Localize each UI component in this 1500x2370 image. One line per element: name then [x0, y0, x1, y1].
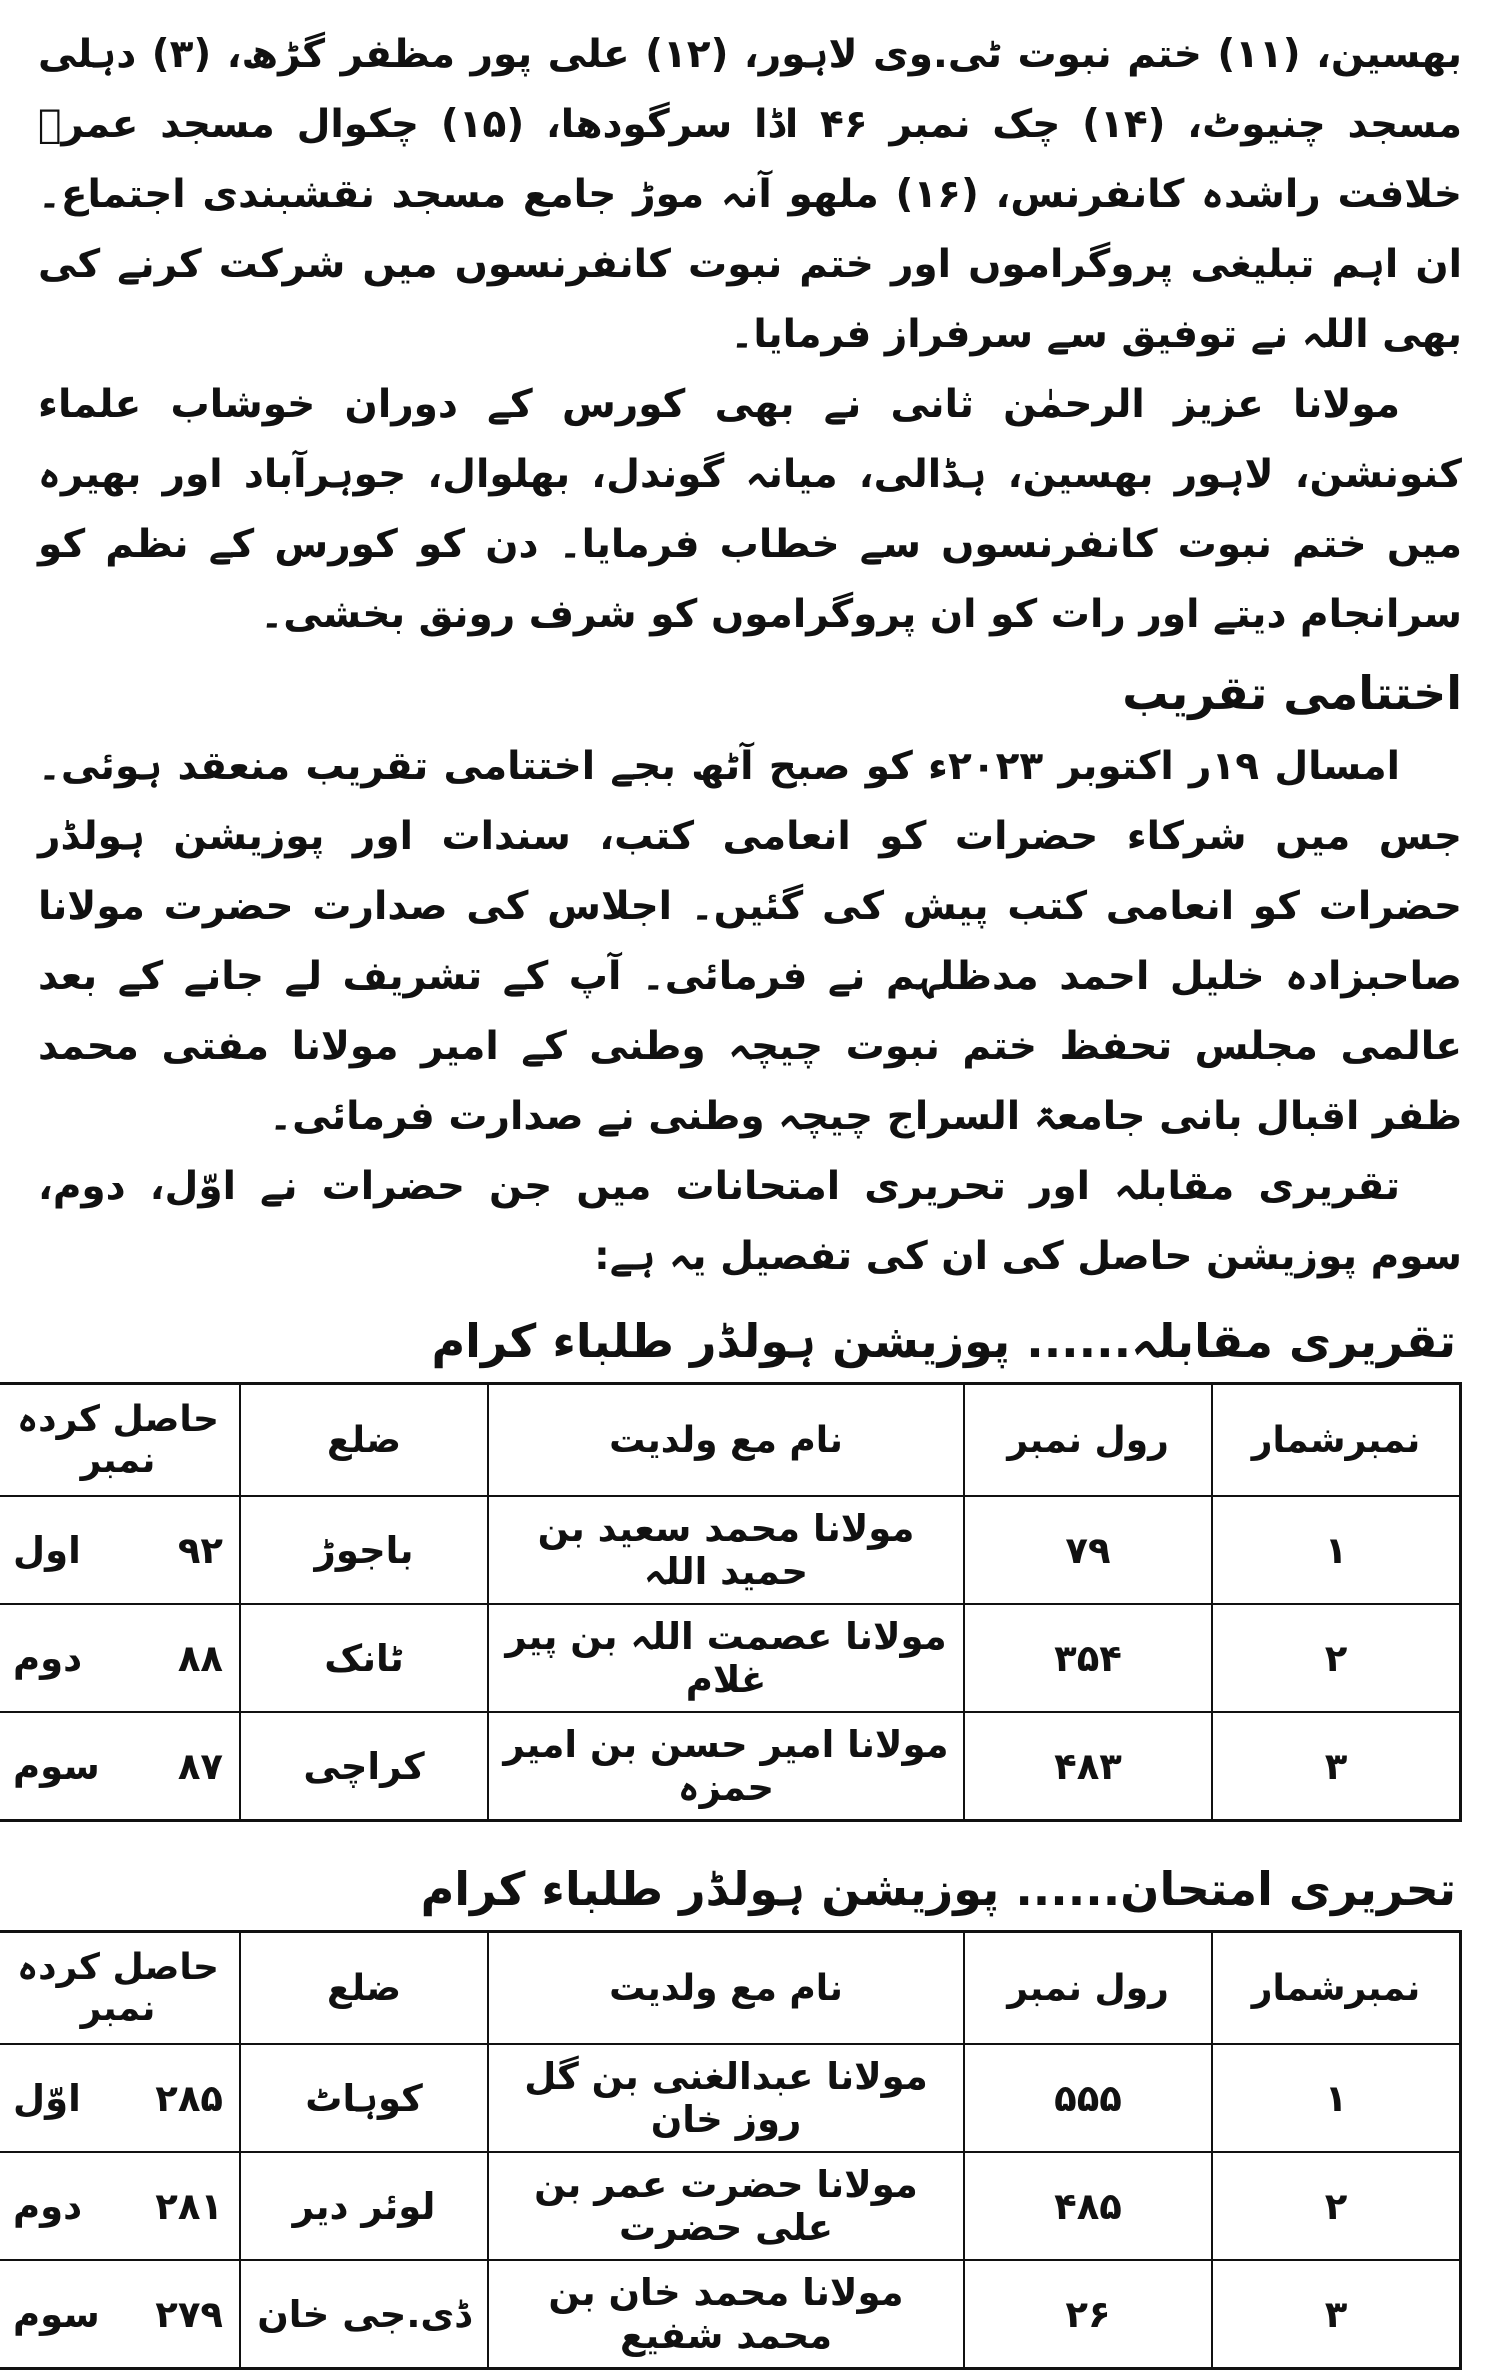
header-marks: حاصل کردہ نمبر: [0, 1384, 240, 1497]
paragraph-programs: بھسین، (۱۱) ختم نبوت ٹی.وی لاہور، (۱۲) علی پور مظفر گڑھ، (۳) دہلی مسجد چنیوٹ، (۱۴) چک نمبر ۴۶ اڈا سرگودھا، (۱۵) چکوال مسجد عمرؓ خلافت راشدہ کانفرنس، (۱۶) ملھو آنہ موڑ جامع مسجد نقشبندی اجتماع۔ ان اہم تبلیغی پروگراموں اور ختم نبوت کانفرنسوں میں شرکت کرنے کی بھی اللہ نے توفیق سے سرفراز فرمایا۔: [38, 32, 1462, 357]
cell-marks: [0, 2260, 240, 2369]
cell-district: ڈی.جی خان: [240, 2260, 488, 2369]
table1-title: تقریری مقابلہ...... پوزیشن ہولڈر طلباء کرام: [431, 1314, 1456, 1368]
table-row: [0, 2260, 1461, 2369]
cell-sno: ۱: [1212, 2044, 1461, 2152]
table-row: [0, 2152, 1461, 2260]
cell-district: باجوڑ: [240, 1496, 488, 1604]
table-header-row: [0, 1932, 1461, 2045]
cell-name: مولانا محمد سعید بن حمید اللہ: [488, 1496, 964, 1604]
cell-roll: ۲۶: [964, 2260, 1212, 2369]
table-header-row: [0, 1384, 1461, 1497]
marks-value: ۲۷۹: [155, 2292, 223, 2336]
table-row: [0, 1604, 1461, 1712]
section-heading: اختتامی تقریب: [1122, 666, 1462, 720]
header-sno: نمبرشمار: [1212, 1932, 1461, 2045]
speech-competition-table: [0, 1382, 1462, 1822]
cell-sno: ۲: [1212, 2152, 1461, 2260]
header-marks: حاصل کردہ نمبر: [0, 1932, 240, 2045]
position-label: سوم: [13, 1744, 100, 1788]
cell-district: ٹانک: [240, 1604, 488, 1712]
cell-sno: ۲: [1212, 1604, 1461, 1712]
written-exam-table: [0, 1930, 1462, 2370]
cell-name: مولانا محمد خان بن محمد شفیع: [488, 2260, 964, 2369]
header-roll: رول نمبر: [964, 1384, 1212, 1497]
header-district: ضلع: [240, 1384, 488, 1497]
cell-sno: ۳: [1212, 2260, 1461, 2369]
paragraph-ceremony: امسال ۱۹ر اکتوبر ۲۰۲۳ء کو صبح آٹھ بجے اختتامی تقریب منعقد ہوئی۔ جس میں شرکاء حضرات کو انعامی کتب، سندات اور پوزیشن ہولڈر حضرات کو انعامی کتب پیش کی گئیں۔ اجلاس کی صدارت حضرت مولانا صاحبزادہ خلیل احمد مدظلہم نے فرمائی۔ آپ کے تشریف لے جانے کے بعد عالمی مجلس تحفظ ختم نبوت چیچہ وطنی کے امیر مولانا مفتی محمد ظفر اقبال بانی جامعۃ السراج چیچہ وطنی نے صدارت فرمائی۔: [38, 744, 1462, 1139]
position-label: اول: [13, 1528, 81, 1572]
table-row: [0, 1496, 1461, 1604]
marks-value: ۹۲: [177, 1528, 223, 1572]
cell-roll: ۳۵۴: [964, 1604, 1212, 1712]
header-roll: رول نمبر: [964, 1932, 1212, 2045]
table2-title: تحریری امتحان...... پوزیشن ہولڈر طلباء کرام: [420, 1862, 1456, 1916]
cell-name: مولانا حضرت عمر بن علی حضرت: [488, 2152, 964, 2260]
position-label: اوّل: [13, 2076, 81, 2120]
table-row: [0, 2044, 1461, 2152]
cell-district: کوہاٹ: [240, 2044, 488, 2152]
marks-value: ۲۸۵: [155, 2076, 223, 2120]
cell-roll: ۷۹: [964, 1496, 1212, 1604]
header-sno: نمبرشمار: [1212, 1384, 1461, 1497]
cell-sno: ۱: [1212, 1496, 1461, 1604]
position-label: دوم: [13, 1636, 83, 1680]
cell-name: مولانا عبدالغنی بن گل روز خان: [488, 2044, 964, 2152]
cell-marks: [0, 1496, 240, 1604]
cell-roll: ۴۸۵: [964, 2152, 1212, 2260]
paragraph-positions-intro: تقریری مقابلہ اور تحریری امتحانات میں جن حضرات نے اوّل، دوم، سوم پوزیشن حاصل کی ان کی تفصیل یہ ہے:: [38, 1164, 1462, 1279]
cell-marks: [0, 1604, 240, 1712]
cell-sno: ۳: [1212, 1712, 1461, 1821]
position-label: دوم: [13, 2184, 83, 2228]
cell-district: لوئر دیر: [240, 2152, 488, 2260]
table-row: [0, 1712, 1461, 1821]
marks-value: ۸۸: [177, 1636, 223, 1680]
cell-name: مولانا عصمت اللہ بن پیر غلام: [488, 1604, 964, 1712]
document-page: [13, 20, 1462, 2370]
header-name: نام مع ولدیت: [488, 1932, 964, 2045]
cell-marks: [0, 2044, 240, 2152]
position-label: سوم: [13, 2292, 100, 2336]
paragraph-aziz-ur-rahman: مولانا عزیز الرحمٰن ثانی نے بھی کورس کے دوران خوشاب علماء کنونشن، لاہور بھسین، ہڈالی، میانہ گوندل، بھلوال، جوہرآباد اور بھیرہ میں ختم نبوت کانفرنسوں سے خطاب فرمایا۔ دن کو کورس کے نظم کو سرانجام دیتے اور رات کو ان پروگراموں کو شرف رونق بخشی۔: [38, 382, 1462, 637]
cell-district: کراچی: [240, 1712, 488, 1821]
cell-roll: ۵۵۵: [964, 2044, 1212, 2152]
marks-value: ۲۸۱: [155, 2184, 223, 2228]
cell-name: مولانا امیر حسن بن امیر حمزہ: [488, 1712, 964, 1821]
cell-marks: [0, 2152, 240, 2260]
marks-value: ۸۷: [177, 1744, 223, 1788]
header-district: ضلع: [240, 1932, 488, 2045]
cell-roll: ۴۸۳: [964, 1712, 1212, 1821]
header-name: نام مع ولدیت: [488, 1384, 964, 1497]
cell-marks: [0, 1712, 240, 1821]
